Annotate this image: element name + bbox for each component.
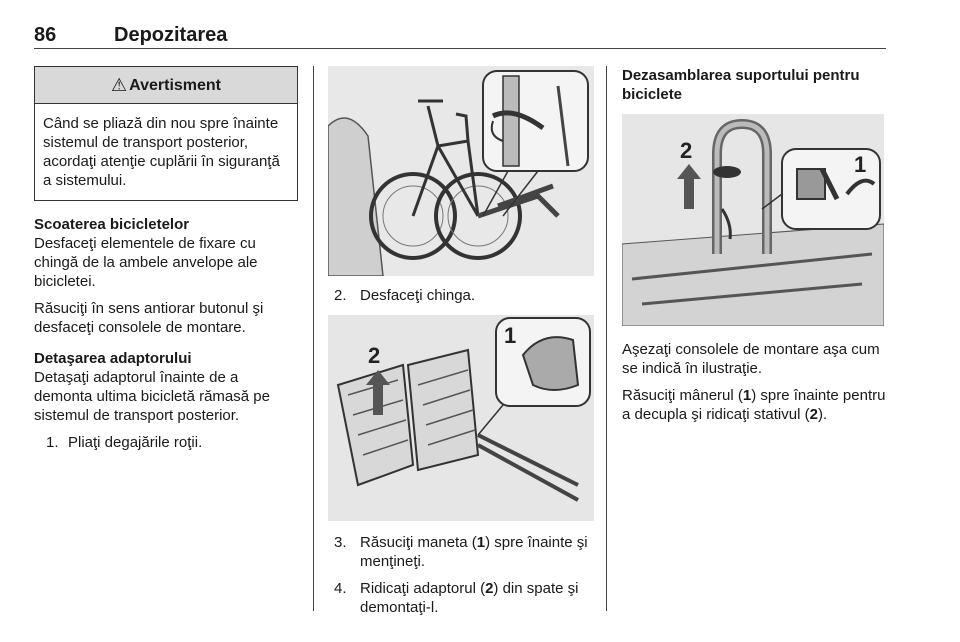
column-divider-2 bbox=[606, 66, 607, 611]
step-1-text: Pliaţi degajările roţii. bbox=[68, 434, 203, 451]
bike-carrier-drawing bbox=[328, 66, 594, 276]
step-3-text-b: ) spre înainte şi menţineţi. bbox=[360, 534, 588, 570]
illustration-adapter-removal bbox=[328, 315, 594, 521]
paragraph-place-brackets: Aşezaţi consolele de montare aşa cum se indică în ilustraţie. bbox=[622, 341, 880, 377]
column-middle bbox=[328, 66, 594, 617]
step-3-text-a: Răsuciţi maneta ( bbox=[360, 534, 477, 551]
turn-handle-text-b: ) spre înainte pentru a decupla şi ridicaţi stativul ( bbox=[622, 387, 886, 423]
heading-detach-adapter: Detaşarea adaptorului bbox=[34, 350, 192, 367]
column-divider-1 bbox=[313, 66, 314, 611]
paragraph-turn-handle bbox=[622, 386, 890, 424]
callout-2: 2 bbox=[368, 343, 381, 368]
adapter-removal-drawing bbox=[328, 315, 594, 521]
step-3-number: 3. bbox=[334, 534, 347, 551]
carrier-disassembly-drawing bbox=[622, 114, 884, 326]
step-3 bbox=[328, 533, 594, 571]
turn-handle-text-c: ). bbox=[817, 406, 828, 423]
heading-remove-bikes: Scoaterea bicicletelor bbox=[34, 216, 190, 233]
section-title: Depozitarea bbox=[114, 24, 228, 46]
warning-title: Avertisment bbox=[129, 76, 222, 94]
warning-header bbox=[35, 67, 297, 104]
warning-triangle-icon: ⚠ bbox=[110, 74, 128, 95]
turn-handle-text-a: Răsuciţi mânerul ( bbox=[622, 387, 743, 404]
step-2-number: 2. bbox=[334, 287, 347, 304]
column-right bbox=[622, 66, 890, 424]
step-2 bbox=[328, 286, 594, 305]
illustration-carrier-disassembly bbox=[622, 114, 884, 326]
illustration-bikes-on-carrier bbox=[328, 66, 594, 276]
step-4-text bbox=[360, 579, 594, 617]
step-2-text: Desfaceţi chinga. bbox=[360, 287, 476, 304]
paragraph-detach-adapter: Detaşaţi adaptorul înainte de a demonta ultima bicicletă rămasă pe sistemul de transport posterior. bbox=[34, 369, 270, 424]
callout-2-right: 2 bbox=[680, 138, 693, 163]
callout-1: 1 bbox=[504, 323, 517, 348]
heading-disassemble-carrier: Dezasamblarea suportului pentru biciclete bbox=[622, 67, 860, 103]
step-1 bbox=[34, 433, 298, 452]
step-4-ref-2: 2 bbox=[485, 580, 494, 597]
warning-box bbox=[34, 66, 298, 201]
paragraph-unfasten-straps: Desfaceţi elementele de fixare cu chingă de la ambele anvelope ale bicicletei. bbox=[34, 235, 258, 290]
callout-1-right: 1 bbox=[854, 152, 867, 177]
page-number: 86 bbox=[34, 24, 57, 46]
step-1-number: 1. bbox=[46, 434, 59, 451]
turn-handle-ref-2: 2 bbox=[809, 406, 818, 423]
column-left bbox=[34, 66, 298, 452]
step-3-ref-1: 1 bbox=[476, 534, 486, 551]
page-header bbox=[34, 22, 886, 49]
step-4-text-a: Ridicaţi adaptorul ( bbox=[360, 580, 486, 597]
step-4-number: 4. bbox=[334, 580, 347, 597]
paragraph-turn-knob: Răsuciţi în sens antiorar butonul şi desfaceţi consolele de montare. bbox=[34, 300, 264, 336]
step-3-text bbox=[360, 533, 594, 571]
warning-body: Când se pliază din nou spre înainte sistemul de transport posterior, acordaţi atenţie cuplării în siguranţă a sistemului. bbox=[43, 115, 280, 189]
turn-handle-ref-1: 1 bbox=[742, 387, 752, 404]
step-4-text-b: ) din spate şi demontaţi-l. bbox=[360, 580, 579, 616]
step-4 bbox=[328, 579, 594, 617]
